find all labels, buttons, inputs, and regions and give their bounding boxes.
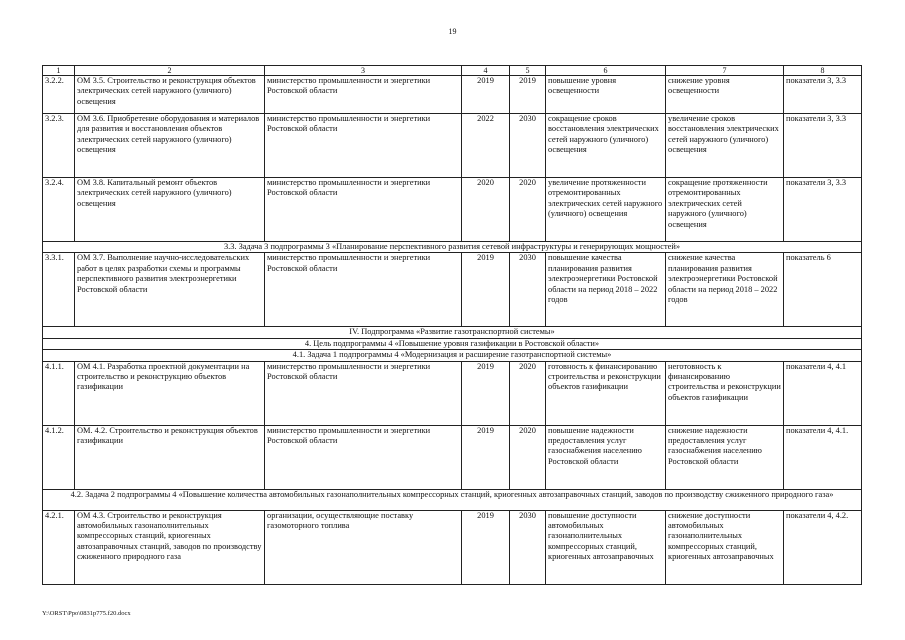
row-number: 3.2.4. [43,178,75,242]
section-heading-row [43,327,862,338]
measure-name: ОМ 3.5. Строительство и реконструкция объектов электрических сетей наружного (уличного) освещения [75,76,265,114]
end-year: 2019 [510,76,546,114]
indicator-link: показатели 3, 3.3 [784,114,862,178]
row-number: 3.2.2. [43,76,75,114]
section-heading: 3.3. Задача 3 подпрограммы 3 «Планирование перспективного развития сетевой инфраструктуры и генерирующих мощностей» [43,242,862,253]
end-year: 2030 [510,253,546,327]
end-year: 2020 [510,425,546,489]
column-number-7: 7 [666,66,784,76]
column-number-5: 5 [510,66,546,76]
table-row [43,510,862,584]
section-heading: IV. Подпрограмма «Развитие газотранспортной системы» [43,327,862,338]
row-number: 4.1.2. [43,425,75,489]
indicator-link: показатели 4, 4.2. [784,510,862,584]
page-number: 19 [448,27,457,36]
non-implementation-consequence: снижение уровня освещенности [666,76,784,114]
indicator-link: показатели 4, 4.1 [784,361,862,425]
measure-name: ОМ. 4.2. Строительство и реконструкция объектов газификации [75,425,265,489]
table-row [43,253,862,327]
end-year: 2030 [510,510,546,584]
column-number-4: 4 [462,66,510,76]
section-heading-row [43,338,862,349]
section-heading-row [43,242,862,253]
row-number: 3.2.3. [43,114,75,178]
column-number-8: 8 [784,66,862,76]
table-row [43,76,862,114]
row-number: 3.3.1. [43,253,75,327]
indicator-link: показатели 3, 3.3 [784,76,862,114]
measure-name: ОМ 3.6. Приобретение оборудования и материалов для развития и восстановления объектов электрических сетей наружного (уличного) освещения [75,114,265,178]
expected-result: повышение надежности предоставления услуг газоснабжения населению Ростовской области [546,425,666,489]
executor: министерство промышленности и энергетики Ростовской области [265,253,462,327]
start-year: 2019 [462,425,510,489]
row-number: 4.2.1. [43,510,75,584]
executor: министерство промышленности и энергетики Ростовской области [265,178,462,242]
indicator-link: показатель 6 [784,253,862,327]
start-year: 2022 [462,114,510,178]
expected-result: увеличение протяженности отремонтированных электрических сетей наружного (уличного) освещения [546,178,666,242]
column-number-3: 3 [265,66,462,76]
start-year: 2019 [462,253,510,327]
executor: организации, осуществляющие поставку газомоторного топлива [265,510,462,584]
expected-result: повышение доступности автомобильных газонаполнительных компрессорных станций, криогенных автозаправочных [546,510,666,584]
expected-result: повышение уровня освещенности [546,76,666,114]
table-row [43,425,862,489]
table-row [43,361,862,425]
expected-result: сокращение сроков восстановления электрических сетей наружного (уличного) освещения [546,114,666,178]
start-year: 2019 [462,361,510,425]
measure-name: ОМ 3.7. Выполнение научно-исследовательских работ в целях разработки схемы и программы перспективного развития электроэнергетики Ростовской области [75,253,265,327]
non-implementation-consequence: снижение качества планирования развития электроэнергетики Ростовской области на период 2018 – 2022 годов [666,253,784,327]
measure-name: ОМ 3.8. Капитальный ремонт объектов электрических сетей наружного (уличного) освещения [75,178,265,242]
start-year: 2019 [462,76,510,114]
start-year: 2020 [462,178,510,242]
start-year: 2019 [462,510,510,584]
end-year: 2020 [510,361,546,425]
executor: министерство промышленности и энергетики Ростовской области [265,425,462,489]
indicator-link: показатели 4, 4.1. [784,425,862,489]
indicator-link: показатели 3, 3.3 [784,178,862,242]
end-year: 2020 [510,178,546,242]
section-heading: 4.2. Задача 2 подпрограммы 4 «Повышение количества автомобильных газонаполнительных компрессорных станций, криогенных автозаправочных станций, заводов по производству сжиженного природного газа» [43,489,862,510]
footer-file-path: Y:\ORST\Ppo\0831p775.f20.docx [42,610,131,617]
section-heading: 4.1. Задача 1 подпрограммы 4 «Модернизация и расширение газотранспортной системы» [43,350,862,361]
executor: министерство промышленности и энергетики Ростовской области [265,76,462,114]
section-heading-row [43,489,862,510]
expected-result: готовность к финансированию строительства и реконструкции объектов газификации [546,361,666,425]
executor: министерство промышленности и энергетики Ростовской области [265,361,462,425]
non-implementation-consequence: сокращение протяженности отремонтированных электрических сетей наружного (уличного) освещения [666,178,784,242]
section-heading-row [43,350,862,361]
column-number-2: 2 [75,66,265,76]
expected-result: повышение качества планирования развития электроэнергетики Ростовской области на период 2018 – 2022 годов [546,253,666,327]
non-implementation-consequence: снижение доступности автомобильных газонаполнительных компрессорных станций, криогенных автозаправочных [666,510,784,584]
table-row [43,114,862,178]
non-implementation-consequence: неготовность к финансированию строительства и реконструкции объектов газификации [666,361,784,425]
table-header-row [43,66,862,76]
end-year: 2030 [510,114,546,178]
measures-table [42,65,862,585]
column-number-6: 6 [546,66,666,76]
table-row [43,178,862,242]
executor: министерство промышленности и энергетики Ростовской области [265,114,462,178]
measure-name: ОМ 4.1. Разработка проектной документации на строительство и реконструкцию объектов газификации [75,361,265,425]
section-heading: 4. Цель подпрограммы 4 «Повышение уровня газификации в Ростовской области» [43,338,862,349]
row-number: 4.1.1. [43,361,75,425]
non-implementation-consequence: увеличение сроков восстановления электрических сетей наружного (уличного) освещения [666,114,784,178]
non-implementation-consequence: снижение надежности предоставления услуг газоснабжения населению Ростовской области [666,425,784,489]
measure-name: ОМ 4.3. Строительство и реконструкция автомобильных газонаполнительных компрессорных станций, криогенных автозаправочных станций, заводов по производству сжиженного природного газа [75,510,265,584]
column-number-1: 1 [43,66,75,76]
